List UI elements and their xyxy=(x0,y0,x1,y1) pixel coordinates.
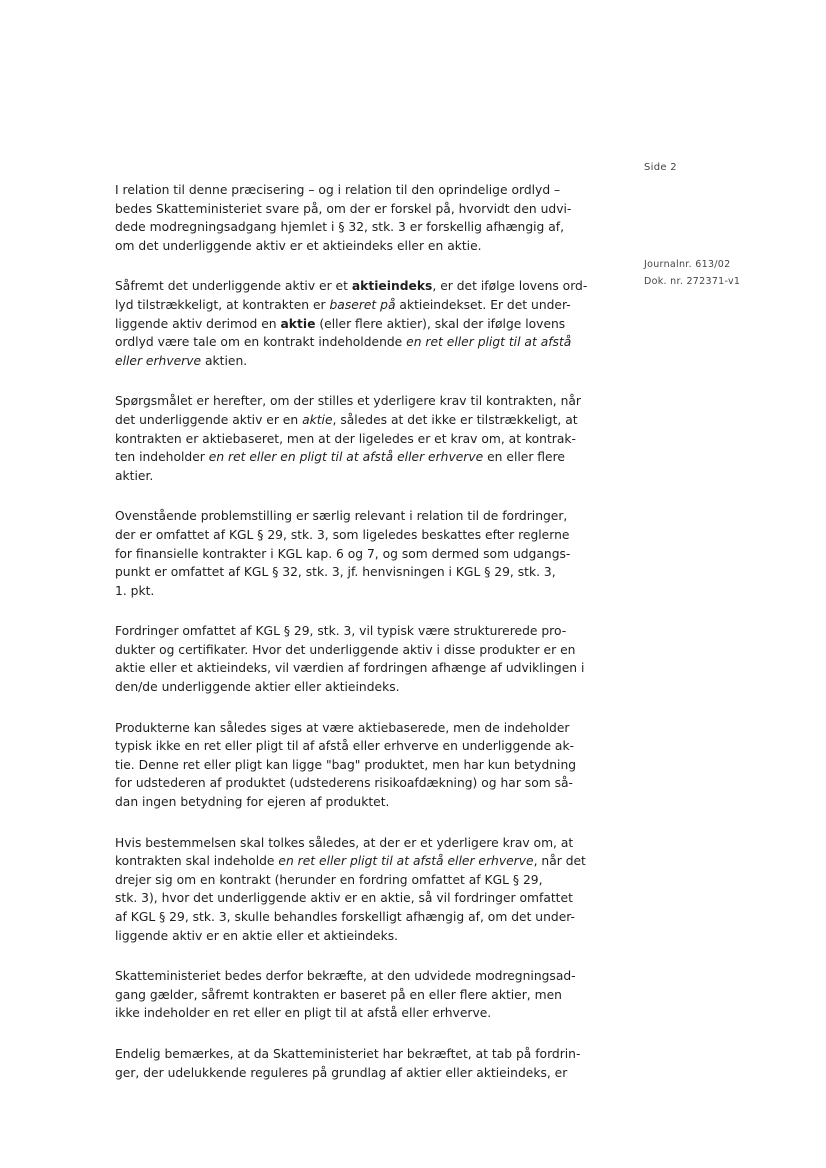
text-line xyxy=(115,889,605,908)
text-segment: Produkterne kan således siges at være aktiebaserede, men de indeholder xyxy=(115,720,570,735)
text-segment: tie. Denne ret eller pligt kan ligge "bag" produktet, men har kun betydning xyxy=(115,757,577,772)
text-line xyxy=(115,641,605,660)
document-metadata xyxy=(644,256,740,290)
text-segment: aktieindekset. Er det under- xyxy=(395,297,571,312)
text-segment: punkt er omfattet af KGL § 32, stk. 3, jf. henvisningen i KGL § 29, stk. 3, xyxy=(115,565,556,580)
text-segment: kontrakten er aktiebaseret, men at der ligeledes er et krav om, at kontrak- xyxy=(115,431,576,446)
text-segment: for finansielle kontrakter i KGL kap. 6 og 7, og som dermed som udgangs- xyxy=(115,546,571,561)
text-line xyxy=(115,793,605,812)
text-segment: (eller flere aktier), skal der ifølge lovens xyxy=(315,316,566,331)
paragraph xyxy=(115,719,605,812)
journal-number: Journalnr. 613/02 xyxy=(644,259,731,270)
bold-text: aktieindeks xyxy=(351,279,433,294)
text-line xyxy=(115,986,605,1005)
text-line xyxy=(115,622,605,641)
text-line xyxy=(115,871,605,890)
text-line xyxy=(115,582,605,601)
text-segment: aktier. xyxy=(115,468,154,483)
text-segment: aktie eller et aktieindeks, vil værdien af fordringen afhænge af udviklingen i xyxy=(115,661,585,676)
paragraph xyxy=(115,181,605,255)
italic-text: en ret eller en pligt til at afstå eller erhverve xyxy=(208,450,484,465)
text-line xyxy=(115,563,605,582)
text-segment: 1. pkt. xyxy=(115,583,155,598)
italic-text: aktie xyxy=(302,412,333,427)
text-segment: en eller flere xyxy=(483,450,565,465)
paragraph xyxy=(115,1045,605,1082)
text-segment: drejer sig om en kontrakt (herunder en fordring omfattet af KGL § 29, xyxy=(115,872,543,887)
text-line xyxy=(115,1064,605,1083)
text-line xyxy=(115,737,605,756)
text-line xyxy=(115,774,605,793)
text-segment: det underliggende aktiv er en xyxy=(115,412,303,427)
text-segment: , når det xyxy=(533,854,586,869)
text-line xyxy=(115,218,605,237)
text-segment: for udstederen af produktet (udstederens risikoafdækning) og har som så- xyxy=(115,776,573,791)
bold-text: aktie xyxy=(280,316,316,331)
italic-text: eller erhverve xyxy=(115,353,202,368)
text-segment: ordlyd være tale om en kontrakt indeholdende xyxy=(115,335,407,350)
text-segment: ten indeholder xyxy=(115,450,209,465)
text-line xyxy=(115,834,605,853)
text-line xyxy=(115,237,605,256)
text-line xyxy=(115,448,605,467)
text-line xyxy=(115,181,605,200)
text-line xyxy=(115,411,605,430)
text-segment: af KGL § 29, stk. 3, skulle behandles forskelligt afhængig af, om det under- xyxy=(115,910,575,924)
paragraph xyxy=(115,392,605,485)
paragraph xyxy=(115,622,605,696)
text-segment: dukter og certifikater. Hvor det underliggende aktiv i disse produkter er en xyxy=(115,642,576,657)
text-line xyxy=(115,678,605,697)
paragraph xyxy=(115,834,605,946)
text-segment: Såfremt det underliggende aktiv er et xyxy=(115,279,352,294)
text-segment: kontrakten skal indeholde xyxy=(115,854,279,869)
text-line xyxy=(115,200,605,219)
text-line xyxy=(115,277,605,296)
text-segment: ger, der udelukkende reguleres på grundlag af aktier eller aktieindeks, er xyxy=(115,1065,568,1080)
text-line xyxy=(115,852,605,871)
paragraph xyxy=(115,967,605,1023)
text-segment: om det underliggende aktiv er et aktieindeks eller en aktie. xyxy=(115,238,482,253)
italic-text: en ret eller pligt til at afstå xyxy=(406,335,572,350)
text-segment: dede modregningsadgang hjemlet i § 32, stk. 3 er forskellig afhængig af, xyxy=(115,220,565,235)
text-segment: den/de underliggende aktier eller aktieindeks. xyxy=(115,680,400,695)
text-segment: ikke indeholder en ret eller en pligt til at afstå eller erhverve. xyxy=(115,1006,492,1021)
text-segment: Fordringer omfattet af KGL § 29, stk. 3, vil typisk være strukturerede pro- xyxy=(115,624,567,639)
text-line xyxy=(115,1045,605,1064)
text-segment: liggende aktiv derimod en xyxy=(115,316,281,331)
text-line xyxy=(115,392,605,411)
text-line xyxy=(115,430,605,449)
text-segment: lyd tilstrækkeligt, at kontrakten er xyxy=(115,297,330,312)
italic-text: en ret eller pligt til at afstå eller erhverve xyxy=(278,854,534,869)
text-segment: dan ingen betydning for ejeren af produktet. xyxy=(115,795,390,810)
text-segment: Hvis bestemmelsen skal tolkes således, at der er et yderligere krav om, at xyxy=(115,835,574,850)
letter-body xyxy=(115,181,605,1104)
text-segment: liggende aktiv er en aktie eller et aktieindeks. xyxy=(115,928,399,943)
paragraph xyxy=(115,277,605,370)
text-segment: , således at det ikke er tilstrækkeligt, at xyxy=(332,412,578,427)
text-line xyxy=(115,333,605,352)
text-segment: gang gælder, såfremt kontrakten er baseret på en eller flere aktier, men xyxy=(115,987,562,1002)
text-line xyxy=(115,296,605,315)
text-line xyxy=(115,719,605,738)
page-number-label: Side 2 xyxy=(644,162,677,173)
text-segment: aktien. xyxy=(201,353,248,368)
text-segment: Endelig bemærkes, at da Skatteministeriet har bekræftet, at tab på fordrin- xyxy=(115,1046,581,1061)
text-line xyxy=(115,1004,605,1023)
text-line xyxy=(115,315,605,334)
text-line xyxy=(115,545,605,564)
text-line xyxy=(115,756,605,775)
text-line xyxy=(115,908,605,927)
paragraph xyxy=(115,507,605,600)
text-segment: , er det ifølge lovens ord- xyxy=(432,279,588,294)
text-segment: Spørgsmålet er herefter, om der stilles et yderligere krav til kontrakten, når xyxy=(115,394,581,409)
text-segment: bedes Skatteministeriet svare på, om der er forskel på, hvorvidt den udvi- xyxy=(115,201,572,216)
text-line xyxy=(115,507,605,526)
text-line xyxy=(115,659,605,678)
document-number: Dok. nr. 272371-v1 xyxy=(644,276,741,287)
text-segment: typisk ikke en ret eller pligt til af afstå eller erhverve en underliggende ak- xyxy=(115,739,575,754)
text-segment: Skatteministeriet bedes derfor bekræfte, at den udvidede modregningsad- xyxy=(115,969,576,984)
text-line xyxy=(115,927,605,946)
text-line xyxy=(115,967,605,986)
text-line xyxy=(115,526,605,545)
italic-text: baseret på xyxy=(329,297,396,312)
text-segment: Ovenstående problemstilling er særlig relevant i relation til de fordringer, xyxy=(115,509,568,524)
text-line xyxy=(115,352,605,371)
text-segment: stk. 3), hvor det underliggende aktiv er en aktie, så vil fordringer omfattet xyxy=(115,891,573,906)
text-segment: der er omfattet af KGL § 29, stk. 3, som ligeledes beskattes efter reglerne xyxy=(115,527,570,542)
text-segment: I relation til denne præcisering – og i relation til den oprindelige ordlyd – xyxy=(115,183,561,197)
text-line xyxy=(115,467,605,486)
